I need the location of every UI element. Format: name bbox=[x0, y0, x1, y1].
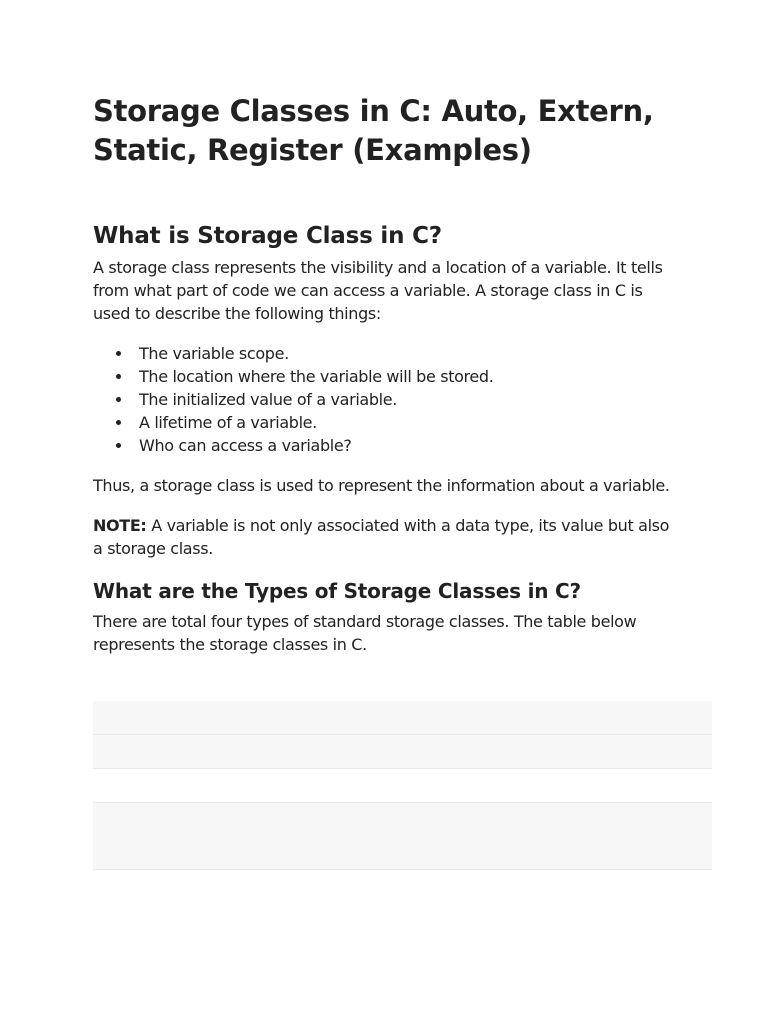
note-text-after: , its value but also a storage class. bbox=[93, 516, 670, 558]
note-paragraph bbox=[93, 514, 673, 560]
bullet-dot-icon bbox=[116, 443, 121, 448]
bullet-dot-icon bbox=[116, 420, 121, 425]
list-item-text: The location where the variable will be stored. bbox=[139, 367, 494, 386]
table-row bbox=[93, 769, 712, 803]
table-row bbox=[93, 803, 712, 870]
list-item-text: Who can access a variable? bbox=[139, 436, 352, 455]
table-row bbox=[93, 735, 712, 769]
bullet-dot-icon bbox=[116, 397, 121, 402]
bullet-list bbox=[93, 342, 673, 457]
list-item-text: A lifetime of a variable. bbox=[139, 413, 317, 432]
data-type-link[interactable]: data type bbox=[455, 516, 529, 535]
list-item-text: The variable scope. bbox=[139, 344, 289, 363]
bullet-dot-icon bbox=[116, 374, 121, 379]
page-title: Storage Classes in C: Auto, Extern, Static, Register (Examples) bbox=[93, 94, 654, 167]
summary-paragraph: Thus, a storage class is used to represent the information about a variable. bbox=[93, 476, 670, 495]
note-label: NOTE: bbox=[93, 516, 147, 535]
types-paragraph: There are total four types of standard storage classes. The table below represents the storage classes in C. bbox=[93, 612, 637, 654]
list-item bbox=[93, 365, 673, 388]
storage-classes-table bbox=[93, 701, 712, 870]
section-heading-types: What are the Types of Storage Classes in C? bbox=[93, 579, 581, 603]
table-row bbox=[93, 701, 712, 735]
intro-paragraph: A storage class represents the visibility and a location of a variable. It tells from what part of code we can access a variable. A storage class in C is used to describe the following things: bbox=[93, 258, 663, 323]
list-item bbox=[93, 434, 673, 457]
article bbox=[93, 92, 673, 656]
list-item-text: The initialized value of a variable. bbox=[139, 390, 397, 409]
bullet-dot-icon bbox=[116, 351, 121, 356]
list-item bbox=[93, 411, 673, 434]
note-text-before: A variable is not only associated with a bbox=[146, 516, 456, 535]
section-heading-what-is-storage-class: What is Storage Class in C? bbox=[93, 223, 442, 249]
list-item bbox=[93, 342, 673, 365]
list-item bbox=[93, 388, 673, 411]
